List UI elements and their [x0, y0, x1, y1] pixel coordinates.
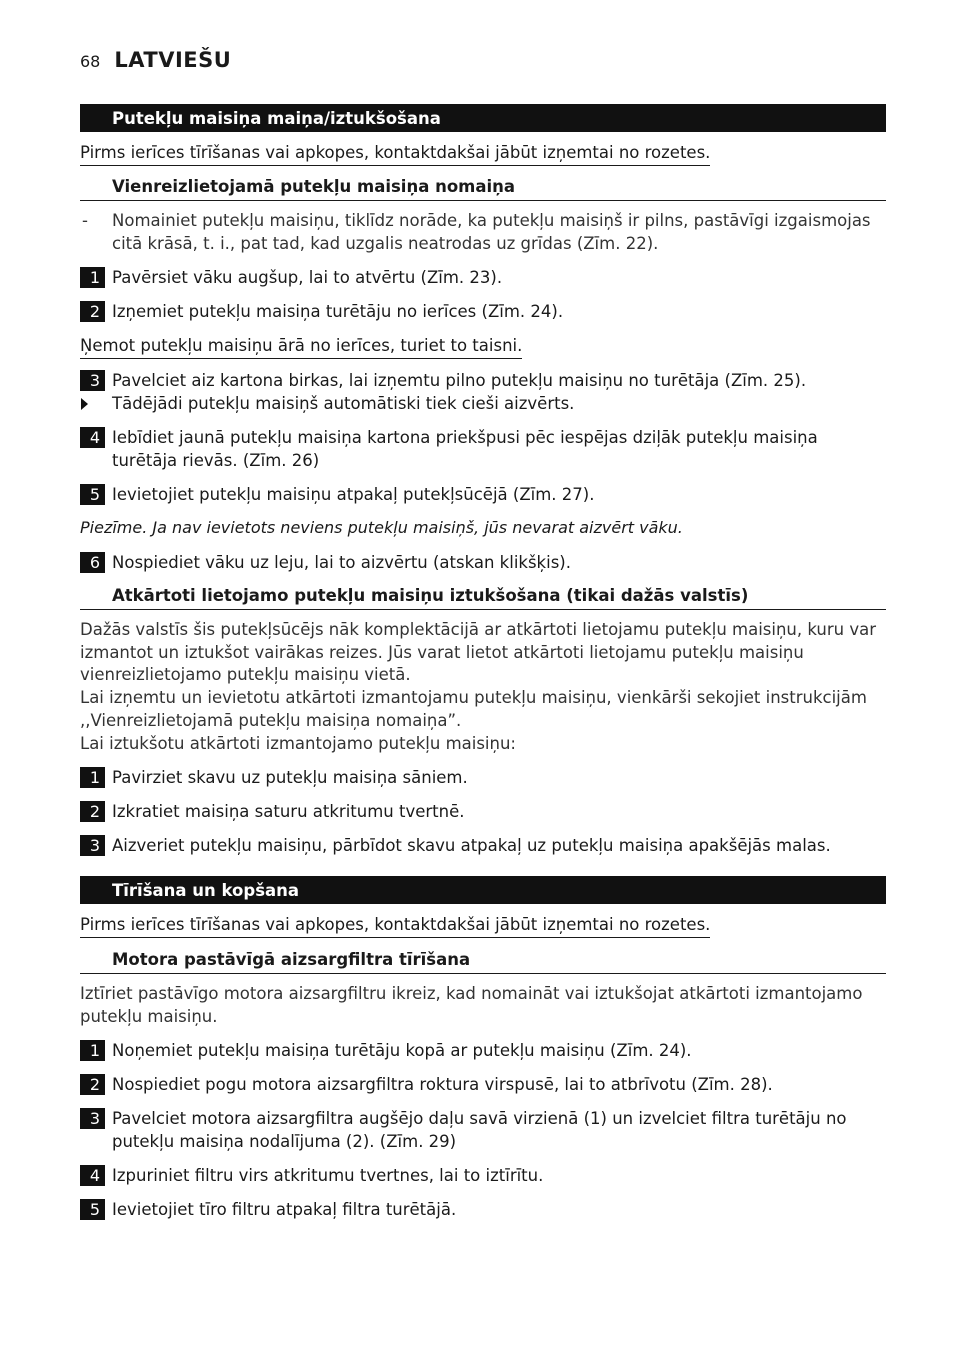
step-number: 2 — [80, 1074, 105, 1095]
step-text: Pavērsiet vāku augšup, lai to atvērtu (Zīm. 23). — [112, 268, 503, 287]
step-text: Pavirziet skavu uz putekļu maisiņa sāniem. — [112, 768, 468, 787]
step-number: 5 — [80, 1199, 105, 1220]
list-item — [80, 209, 886, 255]
step-number: 3 — [80, 370, 105, 391]
step-number: 3 — [80, 835, 105, 856]
step-item — [80, 800, 886, 823]
step-number: 1 — [80, 767, 105, 788]
step-number: 4 — [80, 427, 105, 448]
step-item — [80, 1107, 886, 1153]
paragraph: Lai izņemtu un ievietotu atkārtoti izmantojamu putekļu maisiņu, vienkārši sekojiet instrukcijām ,,Vienreizlietojamā putekļu maisiņa nomaiņa”. — [80, 688, 867, 730]
step-text: Izņemiet putekļu maisiņa turētāju no ierīces (Zīm. 24). — [112, 302, 564, 321]
result-item — [80, 392, 886, 415]
step-number: 2 — [80, 801, 105, 822]
step-number: 3 — [80, 1108, 105, 1129]
step-item — [80, 1073, 886, 1096]
step-item — [80, 300, 886, 323]
list-item-text: Nomainiet putekļu maisiņu, tiklīdz norāde, ka putekļu maisiņš ir pilns, pastāvīgi izgaismojas citā krāsā, t. i., pat tad, kad uzgalis neatrodas uz grīdas (Zīm. 22). — [112, 211, 871, 253]
step-number: 5 — [80, 484, 105, 505]
step-text: Izkratiet maisiņa saturu atkritumu tvertnē. — [112, 802, 465, 821]
step-text: Noņemiet putekļu maisiņa turētāju kopā ar putekļu maisiņu (Zīm. 24). — [112, 1041, 692, 1060]
step-item — [80, 766, 886, 789]
running-head — [80, 48, 231, 72]
step-text: Aizveriet putekļu maisiņu, pārbīdot skavu atpakaļ uz putekļu maisiņa apakšējās malas. — [112, 836, 831, 855]
step-text: Iebīdiet jaunā putekļu maisiņa kartona priekšpusi pēc iespējas dziļāk putekļu maisiņa turētāja rievās. (Zīm. 26) — [112, 428, 818, 470]
step-number: 4 — [80, 1165, 105, 1186]
warning-hold-upright: Ņemot putekļu maisiņu ārā no ierīces, turiet to taisni. — [80, 335, 522, 359]
dash-bullet: - — [82, 211, 88, 230]
step-number: 1 — [80, 1040, 105, 1061]
paragraph: Dažās valstīs šis putekļsūcējs nāk komplektācijā ar atkārtoti lietojamu putekļu maisiņu, kuru var izmantot un iztukšot vairākas reizes. Jūs varat lietot atkārtoti lietojamu putekļu maisiņu vienreizlietojamo putekļu maisiņu vietā. — [80, 620, 877, 684]
step-number: 1 — [80, 267, 105, 288]
language-title: LATVIEŠU — [114, 48, 232, 72]
section-heading-cleaning: Tīrīšana un kopšana — [80, 876, 886, 904]
step-item — [80, 426, 886, 472]
step-item — [80, 483, 886, 506]
step-number: 2 — [80, 301, 105, 322]
result-arrow-icon — [81, 398, 88, 410]
step-text: Pavelciet motora aizsargfiltra augšējo daļu savā virzienā (1) un izvelciet filtra turētāju no putekļu maisiņa nodalījuma (2). (Zīm. 29) — [112, 1109, 847, 1151]
step-text: Izpuriniet filtru virs atkritumu tvertnes, lai to iztīrītu. — [112, 1166, 544, 1185]
step-text: Nospiediet pogu motora aizsargfiltra roktura virspusē, lai to atbrīvotu (Zīm. 28). — [112, 1075, 773, 1094]
step-item — [80, 266, 886, 289]
step-item — [80, 1164, 886, 1187]
step-text: Nospiediet vāku uz leju, lai to aizvērtu (atskan klikšķis). — [112, 553, 571, 572]
warning-unplug: Pirms ierīces tīrīšanas vai apkopes, kontaktdakšai jābūt izņemtai no rozetes. — [80, 142, 710, 166]
step-item — [80, 369, 886, 392]
page-number: 68 — [80, 52, 101, 71]
note: Piezīme. Ja nav ievietots neviens putekļu maisiņš, jūs nevarat aizvērt vāku. — [80, 518, 683, 537]
step-item — [80, 834, 886, 857]
subheading-reusable-bag: Atkārtoti lietojamo putekļu maisiņu iztukšošana (tikai dažās valstīs) — [80, 585, 886, 610]
step-text: Ievietojiet putekļu maisiņu atpakaļ putekļsūcējā (Zīm. 27). — [112, 485, 595, 504]
step-text: Ievietojiet tīro filtru atpakaļ filtra turētājā. — [112, 1200, 457, 1219]
step-item — [80, 1198, 886, 1221]
result-text: Tādējādi putekļu maisiņš automātiski tiek cieši aizvērts. — [112, 394, 575, 413]
step-number: 6 — [80, 552, 105, 573]
step-text: Pavelciet aiz kartona birkas, lai izņemtu pilno putekļu maisiņu no turētāja (Zīm. 25). — [112, 371, 807, 390]
paragraph: Lai iztukšotu atkārtoti izmantojamo putekļu maisiņu: — [80, 734, 516, 753]
subheading-disposable-bag: Vienreizlietojamā putekļu maisiņa nomaiņa — [80, 176, 886, 201]
paragraph: Iztīriet pastāvīgo motora aizsargfiltru ikreiz, kad nomaināt vai iztukšojat atkārtoti izmantojamo putekļu maisiņu. — [80, 984, 863, 1026]
warning-unplug: Pirms ierīces tīrīšanas vai apkopes, kontaktdakšai jābūt izņemtai no rozetes. — [80, 914, 710, 938]
step-item — [80, 1039, 886, 1062]
step-item — [80, 551, 886, 574]
subheading-motor-filter: Motora pastāvīgā aizsargfiltra tīrīšana — [80, 949, 886, 974]
section-heading-bag-replacement: Putekļu maisiņa maiņa/iztukšošana — [80, 104, 886, 132]
